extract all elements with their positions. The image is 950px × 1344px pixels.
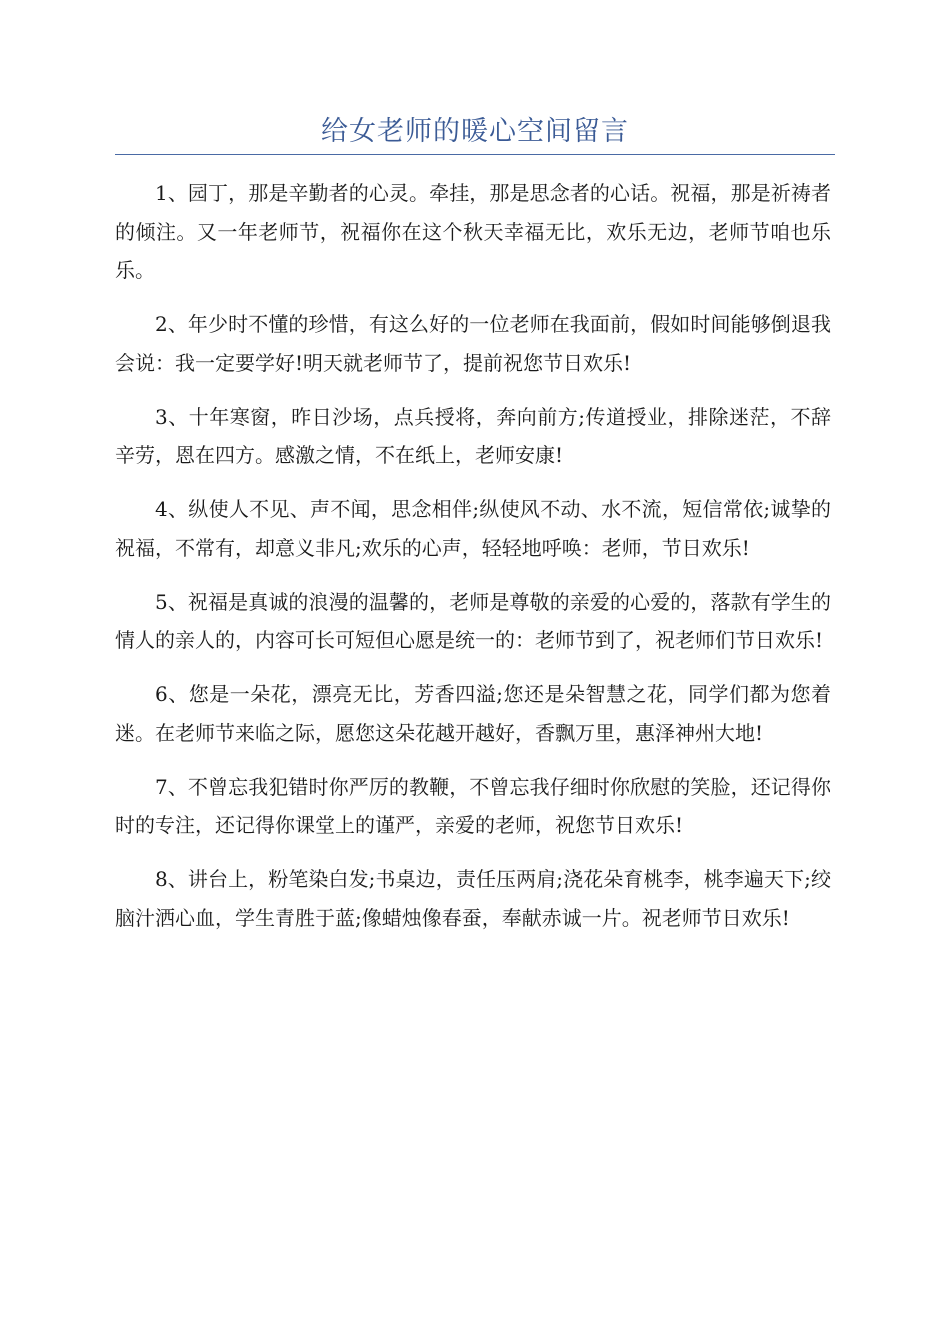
paragraph-6: 6、您是一朵花，漂亮无比，芳香四溢;您还是朵智慧之花，同学们都为您着迷。在老师节来临之际，愿您这朵花越开越好，香飘万里，惠泽神州大地! — [115, 682, 831, 745]
paragraph-5: 5、祝福是真诚的浪漫的温馨的，老师是尊敬的亲爱的心爱的，落款有学生的情人的亲人的，内容可长可短但心愿是统一的：老师节到了，祝老师们节日欢乐! — [115, 589, 831, 652]
paragraph-1: 1、园丁，那是辛勤者的心灵。牵挂，那是思念者的心话。祝福，那是祈祷者的倾注。又一年老师节，祝福你在这个秋天幸福无比，欢乐无边，老师节咱也乐乐。 — [115, 181, 831, 282]
paragraph-7: 7、不曾忘我犯错时你严厉的教鞭，不曾忘我仔细时你欣慰的笑脸，还记得你时的专注，还记得你课堂上的谨严，亲爱的老师，祝您节日欢乐! — [115, 774, 831, 837]
document-body — [115, 174, 831, 953]
paragraph-3: 3、十年寒窗，昨日沙场，点兵授将，奔向前方;传道授业，排除迷茫，不辞辛劳，恩在四方。感激之情，不在纸上，老师安康! — [115, 404, 831, 467]
paragraph-2: 2、年少时不懂的珍惜，有这么好的一位老师在我面前，假如时间能够倒退我会说：我一定要学好!明天就老师节了，提前祝您节日欢乐! — [115, 312, 831, 375]
title-underline — [115, 154, 835, 155]
paragraph-8: 8、讲台上，粉笔染白发;书桌边，责任压两肩;浇花朵育桃李，桃李遍天下;绞脑汁洒心血，学生青胜于蓝;像蜡烛像春蚕，奉献赤诚一片。祝老师节日欢乐! — [115, 867, 831, 930]
paragraph-4: 4、纵使人不见、声不闻，思念相伴;纵使风不动、水不流，短信常依;诚挚的祝福，不常有，却意义非凡;欢乐的心声，轻轻地呼唤：老师，节日欢乐! — [115, 497, 831, 560]
document-title: 给女老师的暖心空间留言 — [321, 116, 629, 147]
